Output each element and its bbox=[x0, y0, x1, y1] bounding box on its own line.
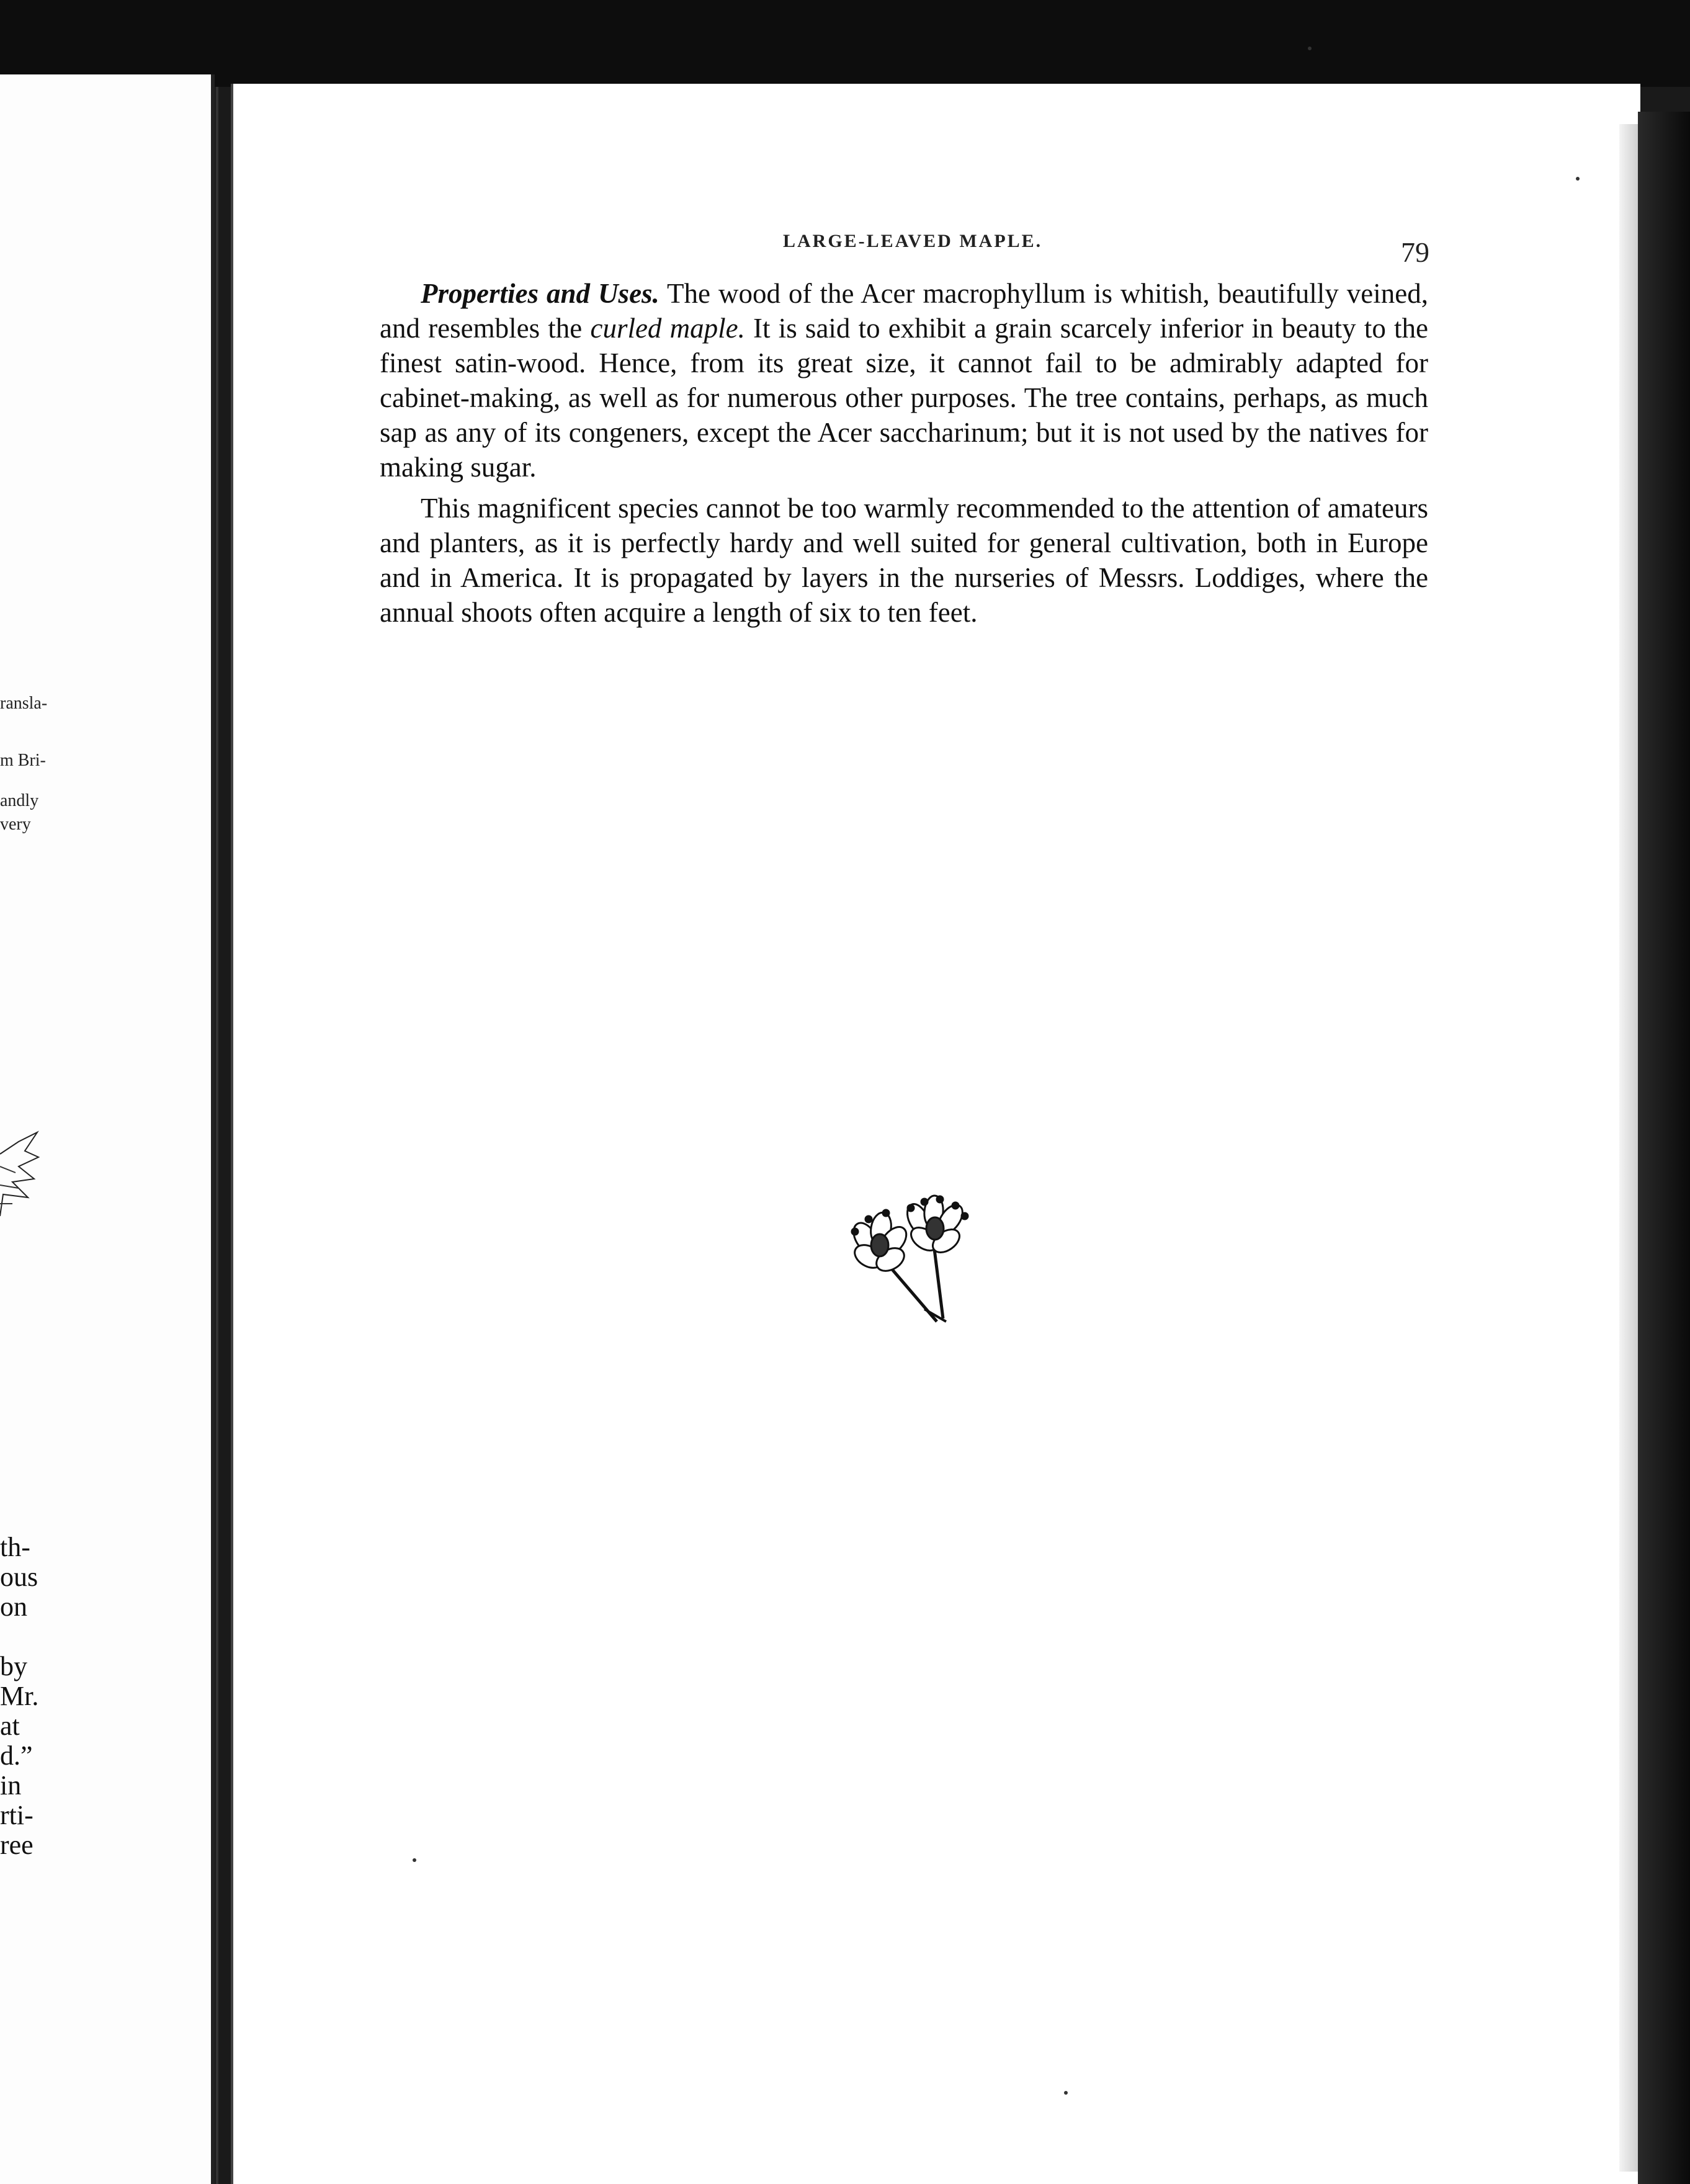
maple-flower-vignette bbox=[831, 1194, 993, 1356]
gutter-line bbox=[216, 87, 218, 2184]
left-fragment: in bbox=[0, 1770, 22, 1801]
left-leaf-illustration-fragment bbox=[0, 1129, 43, 1228]
left-fragment: ous bbox=[0, 1562, 38, 1592]
paragraph-recommendation: This magnificent species cannot be too warmly recommended to the attention of amateurs and planters, as it is perfectly hardy and well suited for general cultivation, both in Europe and in America. It is propagated by layers in the nurseries of Messrs. Loddiges, where the annual shoots often acquire a length of six to ten feet. bbox=[380, 493, 1428, 628]
left-fragment: rti- bbox=[0, 1800, 34, 1830]
body-text bbox=[380, 276, 1428, 630]
section-lead: Properties and Uses. bbox=[421, 278, 659, 309]
left-fragment: th- bbox=[0, 1532, 30, 1562]
paragraph-properties-and-uses bbox=[380, 276, 1428, 485]
left-fragment: very bbox=[0, 815, 31, 834]
page-edge bbox=[1619, 124, 1638, 2172]
left-fragment: at bbox=[0, 1711, 20, 1741]
running-head: LARGE-LEAVED MAPLE. bbox=[783, 231, 1043, 251]
scan-speck bbox=[413, 1858, 416, 1862]
left-facing-page bbox=[0, 74, 215, 2184]
left-fragment: Mr. bbox=[0, 1681, 39, 1711]
emphasis-text: curled maple. bbox=[590, 313, 745, 344]
scan-speck bbox=[1576, 177, 1580, 181]
left-fragment: ree bbox=[0, 1830, 34, 1860]
left-fragment: m Bri- bbox=[0, 751, 46, 770]
scan-speck bbox=[1308, 47, 1312, 50]
page-number: 79 bbox=[1401, 236, 1429, 268]
left-fragment: ransla- bbox=[0, 694, 48, 713]
scan-speck bbox=[1064, 2091, 1068, 2095]
paragraph-text: The wood of the Acer macrophyllum is whitish, beautifully veined, and resembles the bbox=[380, 278, 1429, 344]
left-fragment: andly bbox=[0, 791, 39, 810]
left-fragment: by bbox=[0, 1651, 27, 1681]
left-fragment: on bbox=[0, 1591, 27, 1622]
left-fragment: d.” bbox=[0, 1740, 33, 1771]
paragraph-text: It is said to exhibit a grain scarcely inferior in beauty to the finest satin-wood. Hence, from its great size, it cannot fail to be admirably adapted for cabinet-making, as well as for numerous other purposes. The tree contains, perhaps, as much sap as any of its congeners, except the Acer saccharinum; but it is not used by the natives for making sugar. bbox=[380, 313, 1429, 483]
scanner-background bbox=[0, 0, 1690, 87]
book-edge bbox=[1638, 112, 1690, 2184]
